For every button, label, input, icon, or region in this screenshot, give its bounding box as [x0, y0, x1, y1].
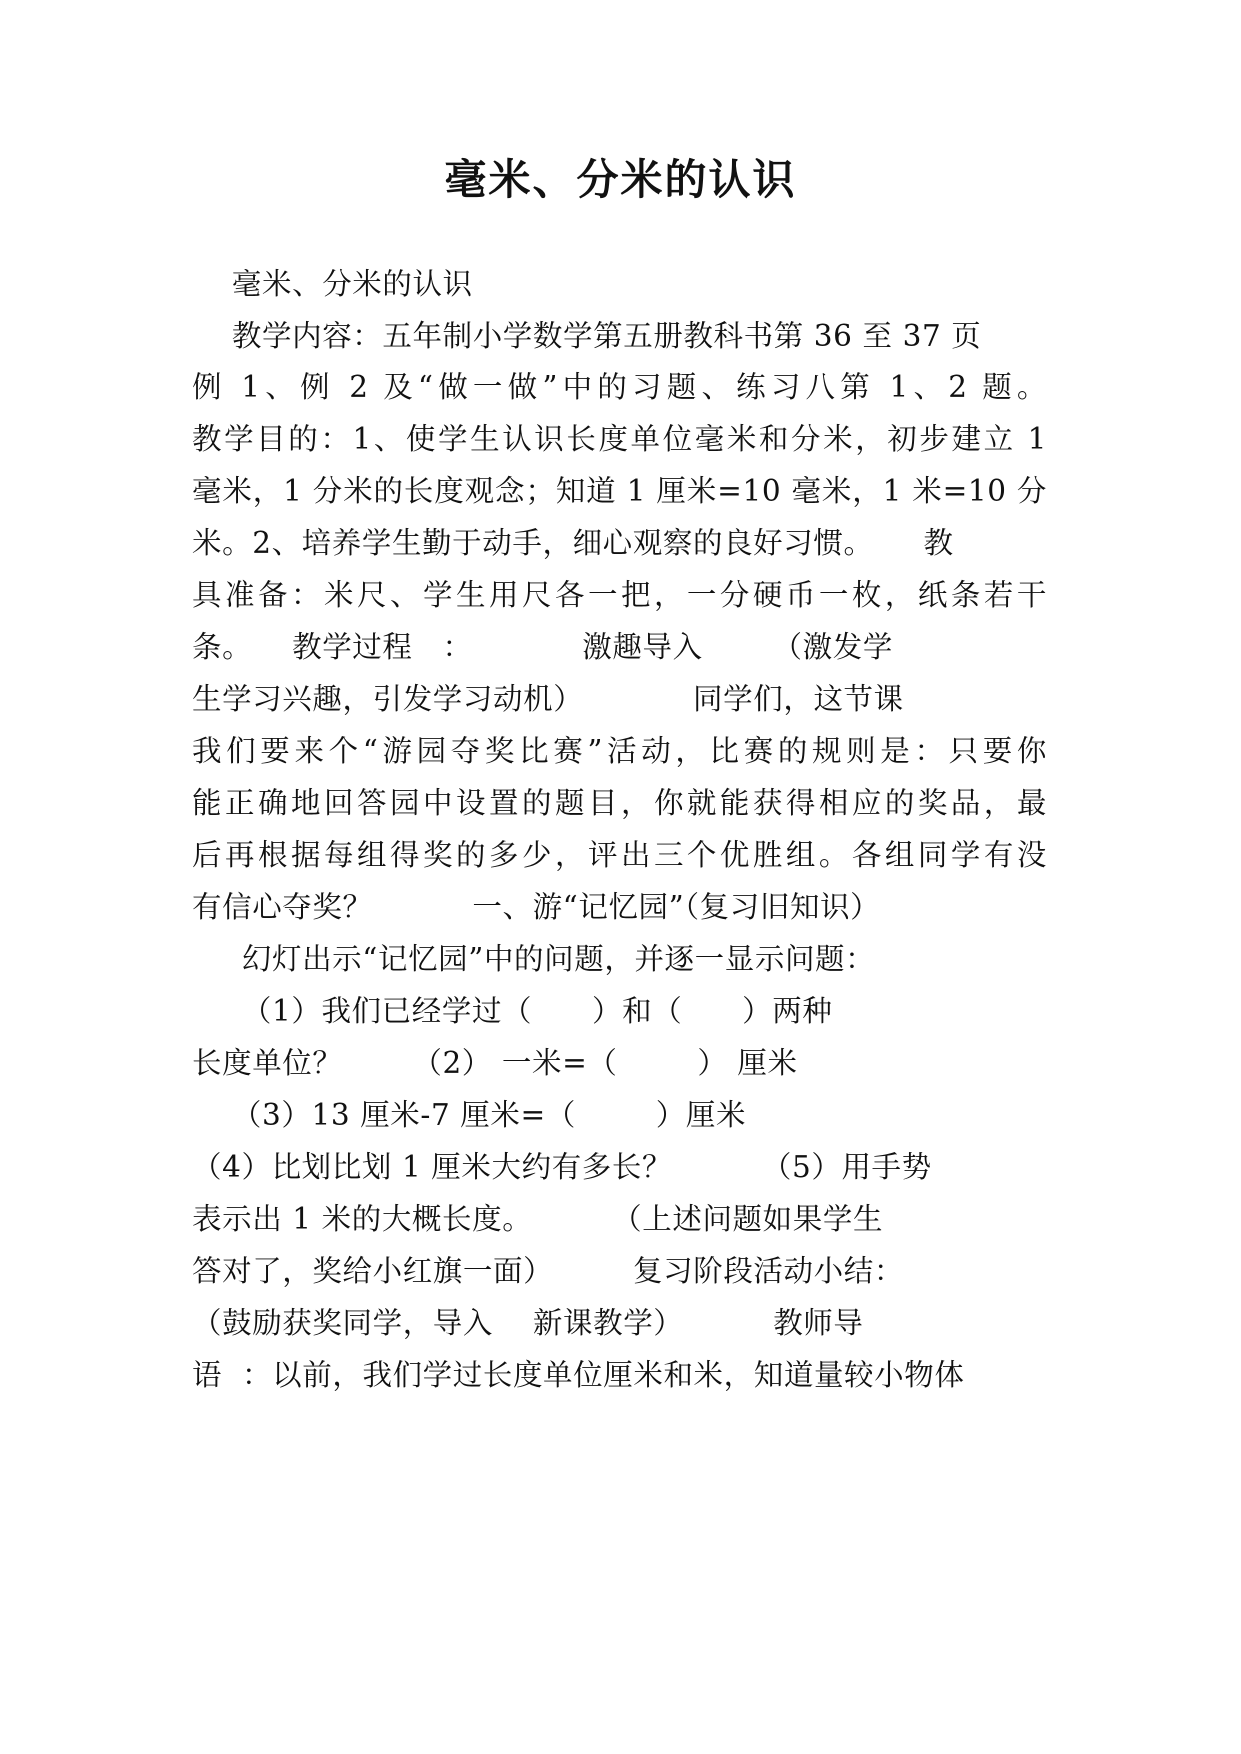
paragraph-line: 有信心夺奖？ 一、游“记忆园”（复习旧知识） [192, 890, 881, 924]
paragraph-line: 毫米，1 分米的长度观念；知道 1 厘米=10 毫米，1 米=10 分 [192, 474, 1047, 508]
paragraph-line: （鼓励获奖同学，导入 新课教学） 教师导 [192, 1306, 864, 1340]
paragraph-line: 长度单位？ （2） 一米=（ ） 厘米 [192, 1046, 798, 1080]
paragraph-line: 表示出 1 米的大概长度。 （上述问题如果学生 [192, 1202, 884, 1236]
paragraph-line: 例 1、例 2 及“做一做”中的习题、练习八第 1、2 题。 [192, 370, 1047, 404]
page-title: 毫米、分米的认识 [444, 155, 797, 204]
paragraph-line: 我们要来个“游园夺奖比赛”活动，比赛的规则是：只要你 [192, 734, 1047, 768]
paragraph-line: 米。2、培养学生勤于动手，细心观察的良好习惯。 教 [192, 526, 954, 560]
paragraph-line: 生学习兴趣，引发学习动机） 同学们，这节课 [192, 682, 904, 716]
paragraph-line: 答对了，奖给小红旗一面） 复习阶段活动小结： [192, 1254, 904, 1288]
paragraph-line: 语 ：以前，我们学过长度单位厘米和米，知道量较小物体 [192, 1358, 965, 1392]
paragraph-line: 教学目的：1、使学生认识长度单位毫米和分米，初步建立 1 [192, 422, 1047, 456]
paragraph-line: 能正确地回答园中设置的题目，你就能获得相应的奖品，最 [192, 786, 1047, 820]
paragraph-line: （3）13 厘米-7 厘米=（ ）厘米 [192, 1098, 747, 1132]
paragraph-line: 条。 教学过程 ： 激趣导入 （激发学 [192, 630, 893, 664]
paragraph-line: 后再根据每组得奖的多少，评出三个优胜组。各组同学有没 [192, 838, 1047, 872]
paragraph-line: 具准备：米尺、学生用尺各一把，一分硬币一枚，纸条若干 [192, 578, 1047, 612]
paragraph-line: （1）我们已经学过（ ）和（ ）两种 [192, 994, 833, 1028]
paragraph-line: 幻灯出示“记忆园”中的问题，并逐一显示问题： [192, 942, 876, 976]
paragraph-line: （4）比划比划 1 厘米大约有多长？ （5）用手势 [192, 1150, 932, 1184]
paragraph-line: 毫米、分米的认识 [192, 267, 473, 301]
paragraph-line: 教学内容：五年制小学数学第五册教科书第 36 至 37 页 [192, 319, 982, 353]
